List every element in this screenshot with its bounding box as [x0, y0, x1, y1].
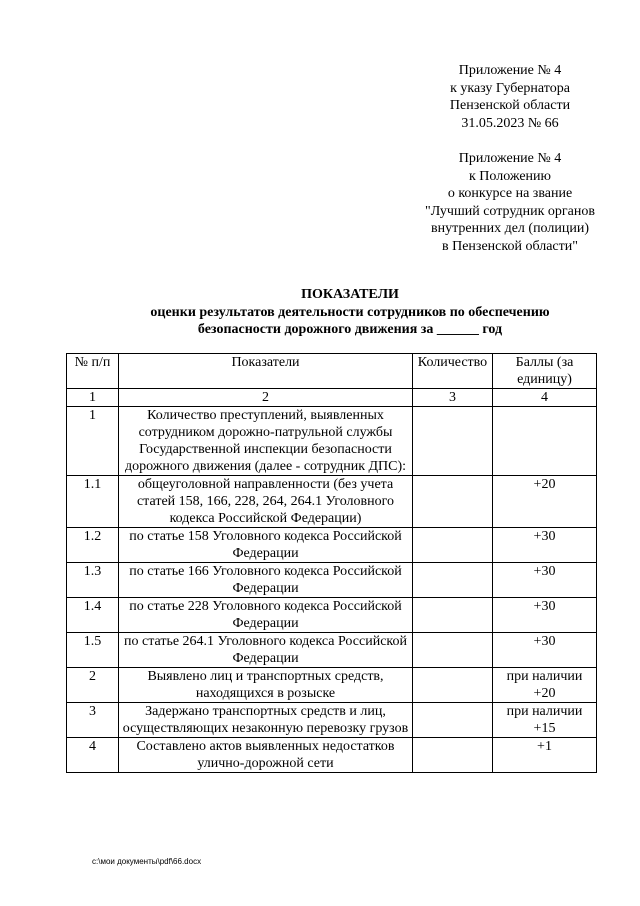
header-indicator: Показатели: [119, 354, 413, 389]
row-points: +30: [493, 598, 597, 633]
header-points: Баллы (за единицу): [493, 354, 597, 389]
row-num: 1.3: [67, 563, 119, 598]
appendix-line: к Положению: [468, 168, 551, 184]
row-points: +30: [493, 563, 597, 598]
appendix-gap: [400, 132, 620, 150]
table-row: [67, 598, 597, 633]
row-quantity: [413, 407, 493, 476]
header-quantity: Количество: [413, 354, 493, 389]
row-num: 1.2: [67, 528, 119, 563]
table-row: [67, 703, 597, 738]
row-indicator: общеуголовной направленности (без учета статей 158, 166, 228, 264, 264.1 Уголовного кодекса Российской Федерации): [119, 476, 413, 528]
appendix-line: "Лучший сотрудник органов: [425, 203, 595, 219]
appendix-line: к указу Губернатора: [450, 80, 570, 96]
heading-title: ПОКАЗАТЕЛИ: [301, 287, 399, 302]
column-number-row: [67, 389, 597, 407]
row-quantity: [413, 598, 493, 633]
appendix-line: 31.05.2023 № 66: [461, 115, 559, 131]
appendix-line: о конкурсе на звание: [447, 186, 573, 202]
row-num: 1.4: [67, 598, 119, 633]
row-indicator: по статье 158 Уголовного кодекса Российской Федерации: [119, 528, 413, 563]
row-points: +30: [493, 528, 597, 563]
appendix-block: [400, 62, 620, 256]
row-quantity: [413, 633, 493, 668]
row-indicator: по статье 166 Уголовного кодекса Российской Федерации: [119, 563, 413, 598]
row-points: +30: [493, 633, 597, 668]
row-quantity: [413, 563, 493, 598]
indicators-table: [66, 353, 597, 773]
row-points: +20: [493, 476, 597, 528]
table-row: [67, 563, 597, 598]
column-number: 1: [67, 389, 119, 407]
column-number: 4: [493, 389, 597, 407]
document-heading: [60, 286, 640, 339]
row-quantity: [413, 703, 493, 738]
table-row: [67, 407, 597, 476]
row-num: 1.1: [67, 476, 119, 528]
row-indicator: по статье 264.1 Уголовного кодекса Российской Федерации: [119, 633, 413, 668]
row-indicator: по статье 228 Уголовного кодекса Российской Федерации: [119, 598, 413, 633]
column-number: 2: [119, 389, 413, 407]
row-num: 3: [67, 703, 119, 738]
appendix-line: Пензенской области: [449, 98, 571, 114]
row-num: 4: [67, 738, 119, 773]
row-quantity: [413, 476, 493, 528]
table-row: [67, 668, 597, 703]
table-row: [67, 738, 597, 773]
row-points: при наличии +15: [493, 703, 597, 738]
table-header-row: [67, 354, 597, 389]
heading-line: безопасности дорожного движения за ______ год: [197, 322, 503, 337]
appendix-line: Приложение № 4: [458, 150, 562, 166]
table-row: [67, 633, 597, 668]
row-num: 1: [67, 407, 119, 476]
heading-line: оценки результатов деятельности сотрудников по обеспечению: [150, 304, 550, 320]
row-indicator: Задержано транспортных средств и лиц, осуществляющих незаконную перевозку грузов: [119, 703, 413, 738]
row-num: 1.5: [67, 633, 119, 668]
row-indicator: Выявлено лиц и транспортных средств, находящихся в розыске: [119, 668, 413, 703]
row-quantity: [413, 668, 493, 703]
row-num: 2: [67, 668, 119, 703]
row-quantity: [413, 738, 493, 773]
table-row: [67, 476, 597, 528]
appendix-line: внутренних дел (полиции): [431, 221, 589, 237]
appendix-line: Приложение № 4: [458, 63, 562, 78]
header-num: № п/п: [67, 354, 119, 389]
row-points: +1: [493, 738, 597, 773]
row-indicator: Составлено актов выявленных недостатков улично-дорожной сети: [119, 738, 413, 773]
row-points: [493, 407, 597, 476]
appendix-line: в Пензенской области": [442, 238, 578, 254]
table-row: [67, 528, 597, 563]
row-points: при наличии +20: [493, 668, 597, 703]
file-path-footer: c:\мои документы\pdf\66.docx: [92, 857, 202, 866]
row-indicator: Количество преступлений, выявленных сотрудником дорожно-патрульной службы Государственной инспекции безопасности дорожного движения (далее - сотрудник ДПС):: [119, 407, 413, 476]
column-number: 3: [413, 389, 493, 407]
row-quantity: [413, 528, 493, 563]
